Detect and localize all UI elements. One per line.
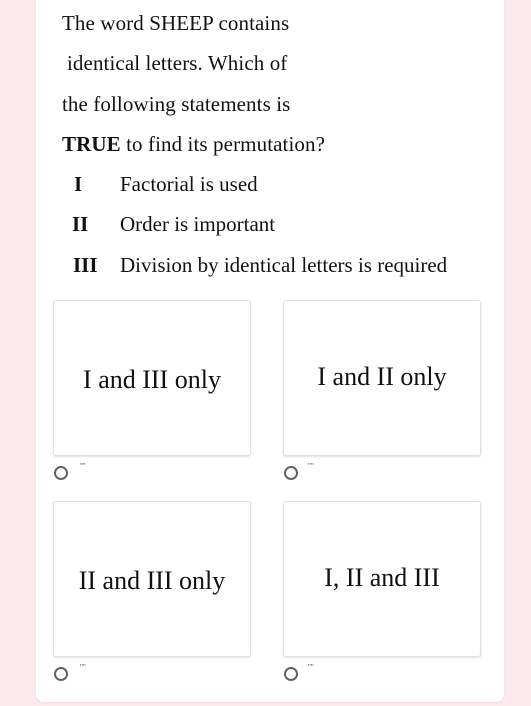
- option-d-radio-label: "": [308, 663, 314, 672]
- question-line-4-rest: to find its permutation?: [120, 132, 326, 156]
- option-d-radio[interactable]: [284, 667, 298, 681]
- question-line-1: The word SHEEP contains: [62, 11, 290, 35]
- option-a-radio[interactable]: [54, 466, 68, 480]
- option-d-text: I, II and III: [324, 563, 440, 592]
- question-emphasis: TRUE: [62, 132, 121, 156]
- option-a-card[interactable]: [53, 300, 251, 456]
- statement-2-text: Order is important: [120, 212, 276, 236]
- statement-1-number: I: [74, 172, 83, 196]
- question-line-3: the following statements is: [62, 92, 291, 116]
- option-c-card[interactable]: [53, 501, 251, 657]
- option-c-text: II and III only: [78, 566, 226, 595]
- option-b-radio-label: "": [308, 462, 314, 471]
- question-line-4: [62, 132, 325, 157]
- question-line-2: identical letters. Which of: [67, 51, 288, 75]
- option-b-radio[interactable]: [284, 466, 298, 480]
- option-c-radio[interactable]: [54, 667, 68, 681]
- statement-2-number: II: [72, 212, 89, 236]
- option-a-text: I and III only: [83, 365, 221, 394]
- option-d-card[interactable]: [283, 501, 481, 657]
- statement-1-text: Factorial is used: [120, 172, 258, 196]
- option-b-card[interactable]: [283, 300, 481, 456]
- option-b-text: I and II only: [317, 362, 447, 391]
- statement-3-text: Division by identical letters is required: [120, 253, 448, 277]
- option-c-radio-label: "": [80, 663, 86, 672]
- statement-3-number: III: [73, 253, 98, 277]
- option-a-radio-label: "": [80, 462, 86, 471]
